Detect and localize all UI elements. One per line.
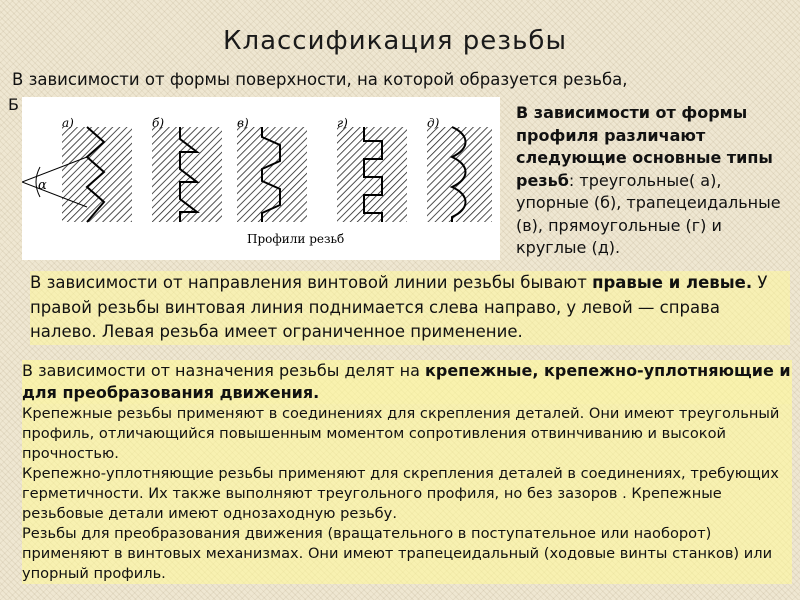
thread-profiles-drawing-icon [22, 97, 500, 260]
intro-line: В зависимости от формы поверхности, на которой образуется резьба, [12, 70, 628, 89]
purpose-lead: В зависимости от назначения резьбы делят на [22, 361, 425, 380]
angle-label: α [38, 178, 47, 193]
direction-rest: У правой резьбы винтовая линия поднимается слева направо, у левой — справа налево. Левая резьба имеет ограниченное применение. [30, 273, 768, 341]
purpose-paragraph-fastening: Крепежные резьбы применяют в соединениях для скрепления деталей. Они имеют треугольный профиль, отличающийся повышенным моментом сопротивления отвинчиванию и высокой прочностью. [22, 404, 792, 464]
thread-profiles-figure [22, 97, 500, 260]
profile-d [337, 127, 407, 222]
label-d: г) [337, 116, 348, 130]
label-e: д) [427, 116, 440, 130]
direction-text [30, 271, 790, 345]
direction-bold: правые и левые. [592, 273, 753, 292]
label-b: б) [152, 116, 165, 130]
purpose-heading [22, 360, 792, 404]
profile-types-text [516, 102, 796, 260]
slide-title: Классификация резьбы [223, 26, 567, 56]
profile-lead: В зависимости от формы профиля различают следующие основные типы резьб [516, 103, 773, 190]
profile-rest: треугольные( а), упорные (б), трапецеидальные (в), прямоугольные (г) и круглые (д). [516, 170, 781, 257]
intro-clipped-char: Б [8, 95, 19, 114]
label-c: в) [237, 116, 249, 130]
direction-lead: В зависимости от направления винтовой линии резьбы бывают [30, 273, 593, 292]
purpose-paragraph-sealing: Крепежно-уплотняющие резьбы применяют для скрепления деталей в соединениях, требующих герметичности. Их также выполняют треугольного профиля, но без зазоров . Крепежные резьбовые детали имеют однозаходную резьбу. [22, 464, 792, 524]
figure-caption: Профили резьб [247, 232, 345, 246]
purpose-text [22, 360, 792, 584]
purpose-paragraph-motion: Резьбы для преобразования движения (вращательного в поступательное или наоборот) применяют в винтовых механизмах. Они имеют трапецеидальный (ходовые винты станков) или упорный профиль. [22, 524, 792, 584]
label-a: а) [62, 116, 74, 130]
profile-colon: : [568, 170, 575, 190]
profile-a [22, 127, 132, 222]
profile-e [427, 127, 492, 222]
profile-b [152, 127, 222, 222]
purpose-bold: крепежные, крепежно-уплотняющие и для преобразования движения. [22, 361, 791, 402]
profile-c [237, 127, 307, 222]
